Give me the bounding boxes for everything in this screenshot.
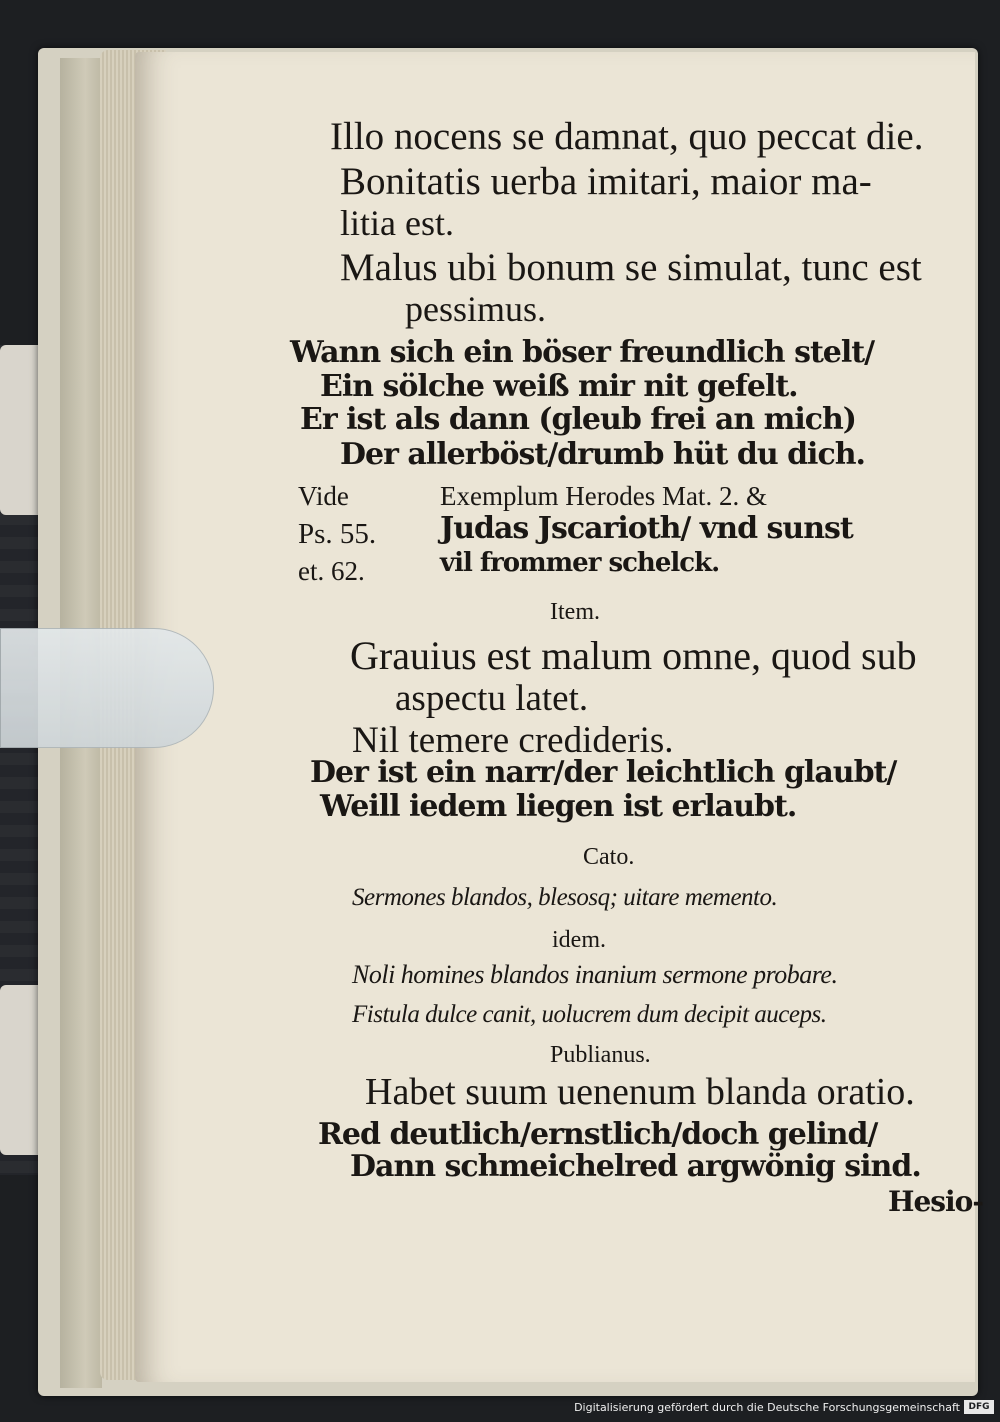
page-holder-clip xyxy=(0,628,214,748)
text-line: Judas Jscarioth/ vnd sunst xyxy=(440,511,853,546)
margin-note: Vide xyxy=(298,481,349,511)
section-heading: Publianus. xyxy=(550,1042,651,1068)
text-line: Habet suum uenenum blanda oratio. xyxy=(365,1071,915,1113)
text-line: Red deutlich/ernstlich/doch gelind/ xyxy=(318,1117,878,1152)
margin-note: Ps. 55. xyxy=(298,518,377,550)
text-line: Bonitatis uerba imitari, maior ma- xyxy=(340,160,872,203)
section-heading: Item. xyxy=(550,599,600,625)
text-line: litia est. xyxy=(340,203,454,243)
text-line: pessimus. xyxy=(405,289,547,329)
text-line: Der allerböst/drumb hüt du dich. xyxy=(340,437,865,472)
section-heading: Cato. xyxy=(583,844,635,870)
text-line: Wann sich ein böser freundlich stelt/ xyxy=(290,335,875,370)
text-line: Weill iedem liegen ist erlaubt. xyxy=(320,789,797,824)
text-line: Dann schmeichelred argwönig sind. xyxy=(350,1149,921,1184)
text-line: Nil temere credideris. xyxy=(352,720,674,761)
section-heading: idem. xyxy=(552,927,606,953)
margin-note: et. 62. xyxy=(298,556,365,586)
text-line: Der ist ein narr/der leichtlich glaubt/ xyxy=(310,755,897,790)
text-line: Illo nocens se damnat, quo peccat die. xyxy=(330,115,924,158)
dfg-logo: DFG xyxy=(964,1400,994,1414)
text-line: Er ist als dann (gleub frei an mich) xyxy=(300,402,856,437)
text-line: Sermones blandos, blesosq; uitare memento. xyxy=(352,884,778,911)
digitization-credit: Digitalisierung gefördert durch die Deutsche Forschungsgemeinschaft xyxy=(574,1401,960,1414)
text-line: Malus ubi bonum se simulat, tunc est xyxy=(340,246,922,289)
text-line: Exemplum Herodes Mat. 2. & xyxy=(440,481,767,511)
text-line: Noli homines blandos inanium sermone probare. xyxy=(352,960,838,989)
text-line: Grauius est malum omne, quod sub xyxy=(350,633,917,678)
text-line: Ein sölche weiß mir nit gefelt. xyxy=(320,369,798,404)
text-line: aspectu latet. xyxy=(395,678,589,719)
text-line: Fistula dulce canit, uolucrem dum decipit auceps. xyxy=(352,1001,827,1028)
catchword: Hesio- xyxy=(888,1185,983,1218)
text-line: vil frommer schelck. xyxy=(440,548,720,578)
